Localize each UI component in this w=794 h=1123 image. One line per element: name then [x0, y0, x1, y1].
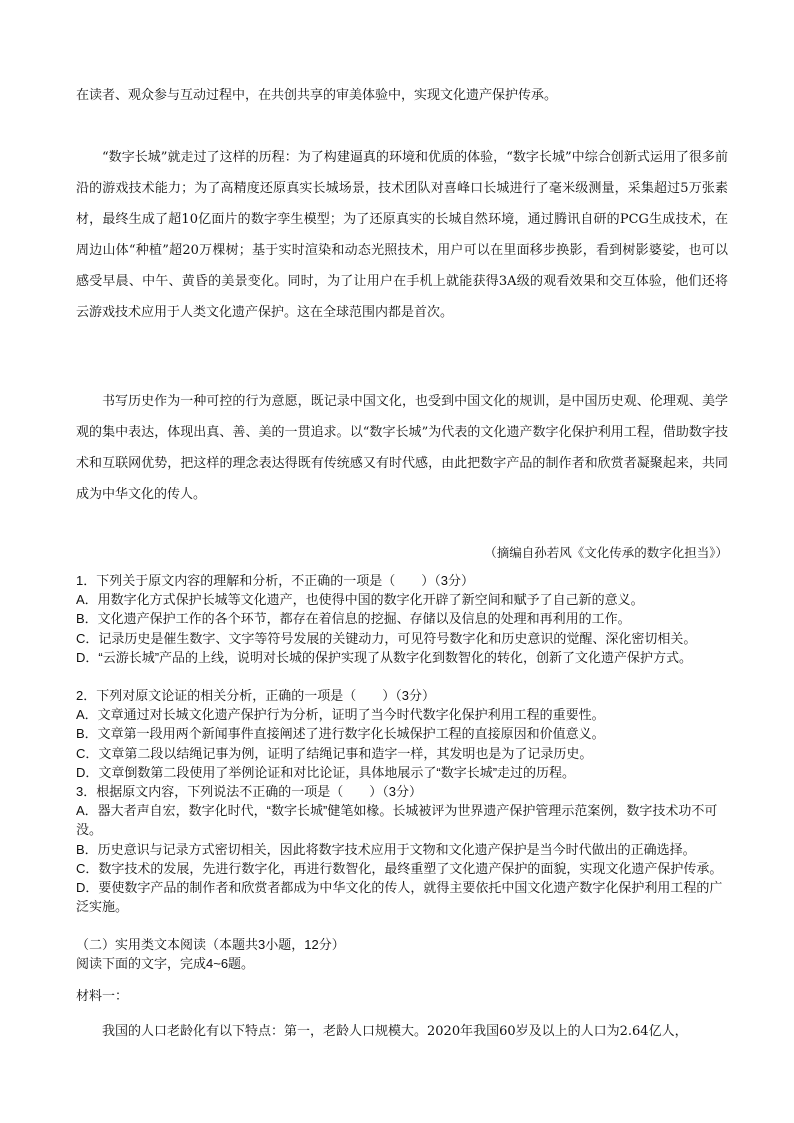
- question-2: [76, 686, 730, 782]
- question-stem: 1．下列关于原文内容的理解和分析，不正确的一项是（ ）（3分）: [76, 573, 474, 588]
- section-heading: （二）实用类文本阅读（本题共3小题，12分）: [76, 937, 345, 952]
- option-d: D．要使数字产品的制作者和欣赏者都成为中华文化的传人，就得主要依托中国文化遗产数字化保护利用工程的广泛实施。: [76, 880, 723, 915]
- option-b: B．历史意识与记录方式密切相关，因此将数字技术应用于文物和文化遗产保护是当今时代做出的正确选择。: [76, 841, 696, 857]
- option-a: A．文章通过对长城文化遗产保护行为分析，证明了当今时代数字化保护利用工程的重要性。: [76, 707, 605, 723]
- passage-paragraph-1: [76, 142, 728, 328]
- question-stem: 2．下列对原文论证的相关分析，正确的一项是（ ）（3分）: [76, 688, 435, 703]
- passage-paragraph-2: [76, 386, 728, 510]
- paragraph-text: 在读者、观众参与互动过程中，在共创共享的审美体验中，实现文化遗产保护传承。: [76, 88, 558, 103]
- material-label: 材料一：: [76, 989, 129, 1004]
- paragraph-text: “数字长城”就走过了这样的历程：为了构建逼真的环境和优质的体验，“数字长城”中综合创新式运用了很多前沿的游戏技术能力；为了高精度还原真实长城场景，技术团队对喜峰口长城进行了毫米级测量，采集超过5万张素材，最终生成了超10亿面片的数字孪生模型；为了还原真实的长城自然环境，通过腾讯自研的PCG生成技术，在周边山体“种植”超20万棵树；基于实时渲染和动态光照技术，用户可以在里面移步换影，看到树影婆娑，也可以感受早晨、中午、黄昏的美景变化。同时，为了让用户在手机上就能获得3A级的观看效果和交互体验，他们还将云游戏技术应用于人类文化遗产保护。这在全球范围内都是首次。: [76, 150, 728, 320]
- option-d: D．文章倒数第二段使用了举例论证和对比论证，具体地展示了“数字长城”走过的历程。: [76, 764, 576, 780]
- paragraph-text: 书写历史作为一种可控的行为意愿，既记录中国文化，也受到中国文化的规训，是中国历史观、伦理观、美学观的集中表达，体现出真、善、美的一贯追求。以“数字长城”为代表的文化遗产数字化保护利用工程，借助数字技术和互联网优势，把这样的理念表达得既有传统感又有时代感，由此把数字产品的制作者和欣赏者凝聚起来，共同成为中华文化的传人。: [76, 394, 728, 502]
- option-c: C．记录历史是催生数字、文字等符号发展的关键动力，可见符号数字化和历史意识的觉醒、深化密切相关。: [76, 630, 697, 646]
- material-first-line: 我国的人口老龄化有以下特点：第一，老龄人口规模大。2020年我国60岁及以上的人口为2.64亿人，: [102, 1024, 688, 1039]
- question-3: [76, 782, 730, 916]
- option-d: D．“云游长城”产品的上线，说明对长城的保护实现了从数字化到数智化的转化，创新了文化遗产保护方式。: [76, 649, 693, 665]
- passage-paragraph-0: [76, 80, 728, 111]
- section-2-header: [76, 935, 730, 973]
- question-1: [76, 571, 730, 667]
- option-b: B．文化遗产保护工作的各个环节，都存在着信息的挖掘、存储以及信息的处理和再利用的工作。: [76, 611, 631, 627]
- question-stem: 3．根据原文内容，下列说法不正确的一项是（ ）（3分）: [76, 784, 422, 799]
- section-instruction: 阅读下面的文字，完成4~6题。: [76, 956, 255, 972]
- option-a: A．器大者声自宏，数字化时代，“数字长城”健笔如椽。长城被评为世界遗产保护管理示范案例，数字技术功不可没。: [76, 803, 718, 838]
- option-b: B．文章第一段用两个新闻事件直接阐述了进行数字化长城保护工程的直接原因和价值意义。: [76, 726, 605, 742]
- option-c: C．文章第二段以结绳记事为例，证明了结绳记事和造字一样，其发明也是为了记录历史。: [76, 745, 593, 761]
- option-a: A．用数字化方式保护长城等文化遗产，也使得中国的数字化开辟了新空间和赋予了自己新的意义。: [76, 592, 644, 608]
- source-citation: （摘编自孙若风《文化传承的数字化担当》）: [484, 545, 728, 560]
- option-c: C．数字技术的发展，先进行数字化，再进行数智化，最终重塑了文化遗产保护的面貌，实现文化遗产保护传承。: [76, 860, 723, 876]
